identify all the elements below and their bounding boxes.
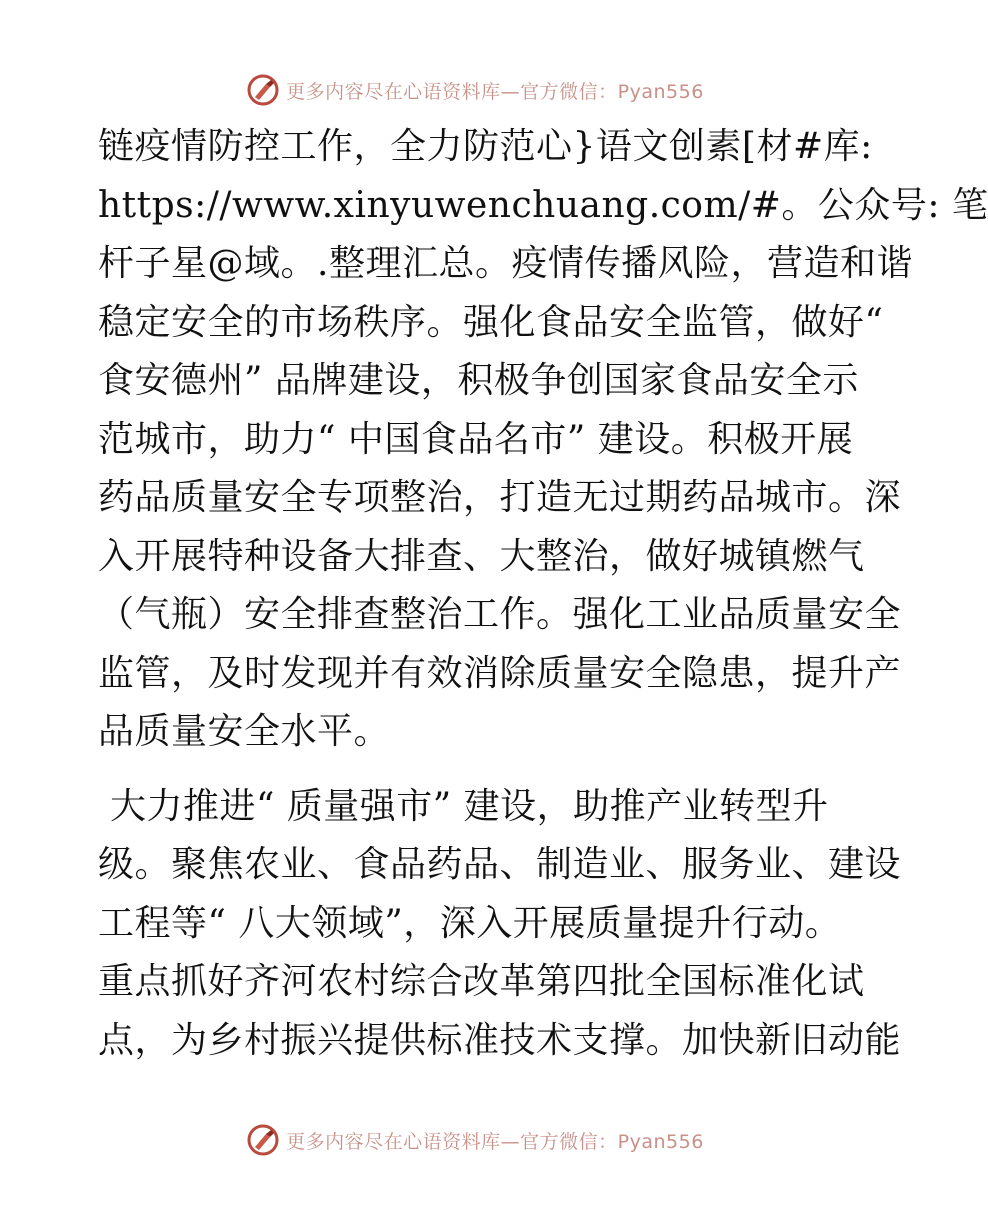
watermark-text: 更多内容尽在心语资料库—官方微信：Pyan556 bbox=[286, 1130, 704, 1153]
text-line: 链疫情防控工作，全力防范心}语文创素[材#库: bbox=[98, 126, 873, 167]
text-line: 稳定安全的市场秩序。强化食品安全监管，做好“ bbox=[98, 301, 884, 343]
text-line: 点，为乡村振兴提供标准技术支撑。加快新旧动能 bbox=[98, 1019, 902, 1061]
text-line: 监管，及时发现并有效消除质量安全隐患，提升产 bbox=[98, 652, 902, 694]
text-line: 药品质量安全专项整治，打造无过期药品城市。深 bbox=[98, 477, 902, 518]
text-line: 范城市，助力“ 中国食品名市” 建设。积极开展 bbox=[98, 418, 854, 460]
text-line: 入开展特种设备大排查、大整治，做好城镇燃气 bbox=[98, 535, 865, 577]
watermark-text: 更多内容尽在心语资料库—官方微信：Pyan556 bbox=[286, 80, 704, 103]
text-line: 杆子星@域。.整理汇总。疫情传播风险，营造和谐 bbox=[98, 243, 913, 284]
text-line: https://www.xinyuwenchuang.com/#。公众号: 笔 bbox=[98, 184, 988, 226]
header-watermark bbox=[0, 70, 950, 110]
paragraph-1 bbox=[98, 118, 988, 762]
text-line: 工程等“ 八大领域”，深入开展质量提升行动。 bbox=[98, 902, 842, 944]
text-line: 重点抓好齐河农村综合改革第四批全国标准化试 bbox=[98, 961, 865, 1002]
text-line: 食安德州” 品牌建设，积极争创国家食品安全示 bbox=[98, 360, 859, 401]
text-line: 大力推进“ 质量强市” 建设，助推产业转型升 bbox=[98, 785, 829, 827]
paragraph-2 bbox=[98, 778, 902, 1071]
text-line: 品质量安全水平。 bbox=[98, 711, 391, 752]
logo-icon bbox=[246, 1123, 280, 1157]
document-body bbox=[98, 118, 988, 1070]
footer-watermark bbox=[0, 1120, 950, 1160]
logo-icon bbox=[246, 73, 280, 107]
text-line: 级。聚焦农业、食品药品、制造业、服务业、建设 bbox=[98, 844, 902, 885]
text-line: （气瓶）安全排查整治工作。强化工业品质量安全 bbox=[98, 594, 902, 635]
